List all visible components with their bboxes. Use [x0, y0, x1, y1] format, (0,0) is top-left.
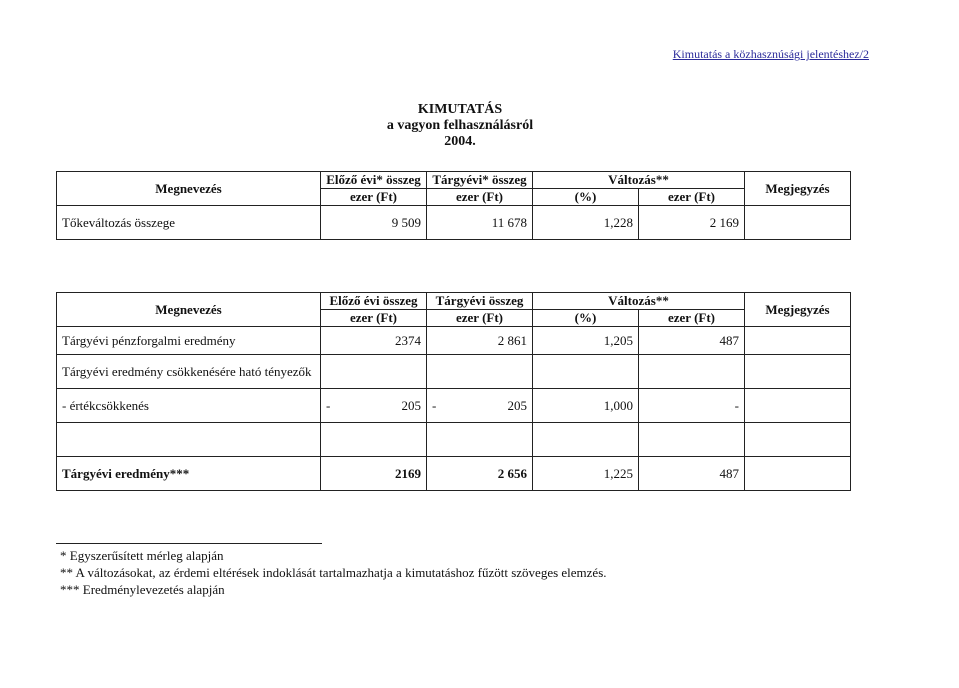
minus-sign: -: [326, 397, 331, 413]
row-name: Tárgyévi pénzforgalmi eredmény: [57, 327, 321, 355]
title-line-3: 2004.: [444, 134, 476, 149]
table-row: [57, 327, 851, 355]
header-diff-unit: ezer (Ft): [639, 189, 745, 206]
table-row: [57, 389, 851, 423]
header-pct: (%): [533, 310, 639, 327]
row-diff: -: [639, 389, 745, 423]
header-name: Megnevezés: [57, 293, 321, 327]
empty-cell: [57, 423, 321, 457]
table-row: [57, 206, 851, 240]
header-prev-unit: ezer (Ft): [321, 310, 427, 327]
header-cur: Tárgyévi összeg: [427, 293, 533, 310]
row-diff: 487: [639, 457, 745, 491]
header-note: Megjegyzés: [745, 172, 851, 206]
row-cur: 2 861: [427, 327, 533, 355]
header-prev: Előző évi összeg: [321, 293, 427, 310]
row-cur-value: 205: [507, 397, 527, 413]
header-change: Változás**: [533, 293, 745, 310]
row-cur: 11 678: [427, 206, 533, 240]
row-note: [745, 457, 851, 491]
capital-change-table: [56, 171, 851, 240]
minus-sign: -: [432, 397, 437, 413]
header-cur: Tárgyévi* összeg: [427, 172, 533, 189]
empty-cell: [533, 355, 639, 389]
table-row: [57, 423, 851, 457]
row-name: - értékcsökkenés: [57, 389, 321, 423]
row-note: [745, 389, 851, 423]
header-pct: (%): [533, 189, 639, 206]
row-name: Tőkeváltozás összege: [57, 206, 321, 240]
header-prev-unit: ezer (Ft): [321, 189, 427, 206]
empty-cell: [745, 423, 851, 457]
row-pct: 1,000: [533, 389, 639, 423]
table-row: [57, 457, 851, 491]
header-change: Változás**: [533, 172, 745, 189]
row-name: Tárgyévi eredmény***: [57, 457, 321, 491]
empty-cell: [427, 355, 533, 389]
empty-cell: [745, 355, 851, 389]
header-cur-unit: ezer (Ft): [427, 310, 533, 327]
row-pct: 1,228: [533, 206, 639, 240]
document-title: [360, 102, 560, 150]
title-line-2: a vagyon felhasználásról: [386, 118, 534, 133]
row-prev: 9 509: [321, 206, 427, 240]
row-name: Tárgyévi eredmény csökkenésére ható tényezők: [57, 355, 321, 389]
table-row: [57, 355, 851, 389]
empty-cell: [639, 355, 745, 389]
row-diff: 487: [639, 327, 745, 355]
footnote-3: *** Eredménylevezetés alapján: [60, 582, 225, 597]
row-prev-value: 205: [401, 397, 421, 413]
row-diff: 2 169: [639, 206, 745, 240]
title-line-1: KIMUTATÁS: [417, 102, 503, 117]
header-cur-unit: ezer (Ft): [427, 189, 533, 206]
footnote-1: * Egyszerűsített mérleg alapján: [60, 548, 224, 563]
empty-cell: [533, 423, 639, 457]
footnote-2: ** A változásokat, az érdemi eltérések indoklását tartalmazhatja a kimutatáshoz fűzött szöveges elemzés.: [60, 565, 607, 580]
header-link[interactable]: Kimutatás a közhasznúsági jelentéshez/2: [672, 47, 869, 61]
row-pct: 1,205: [533, 327, 639, 355]
row-note: [745, 327, 851, 355]
footnote-divider: [56, 543, 322, 544]
header-note: Megjegyzés: [745, 293, 851, 327]
row-cur: 2 656: [427, 457, 533, 491]
row-pct: 1,225: [533, 457, 639, 491]
empty-cell: [321, 423, 427, 457]
header-diff-unit: ezer (Ft): [639, 310, 745, 327]
empty-cell: [321, 355, 427, 389]
header-prev: Előző évi* összeg: [321, 172, 427, 189]
row-cur: [427, 389, 533, 423]
result-table: [56, 292, 851, 491]
row-prev: 2374: [321, 327, 427, 355]
row-prev: 2169: [321, 457, 427, 491]
footnotes: [60, 547, 607, 598]
row-prev: [321, 389, 427, 423]
header-name: Megnevezés: [57, 172, 321, 206]
empty-cell: [427, 423, 533, 457]
empty-cell: [639, 423, 745, 457]
row-note: [745, 206, 851, 240]
